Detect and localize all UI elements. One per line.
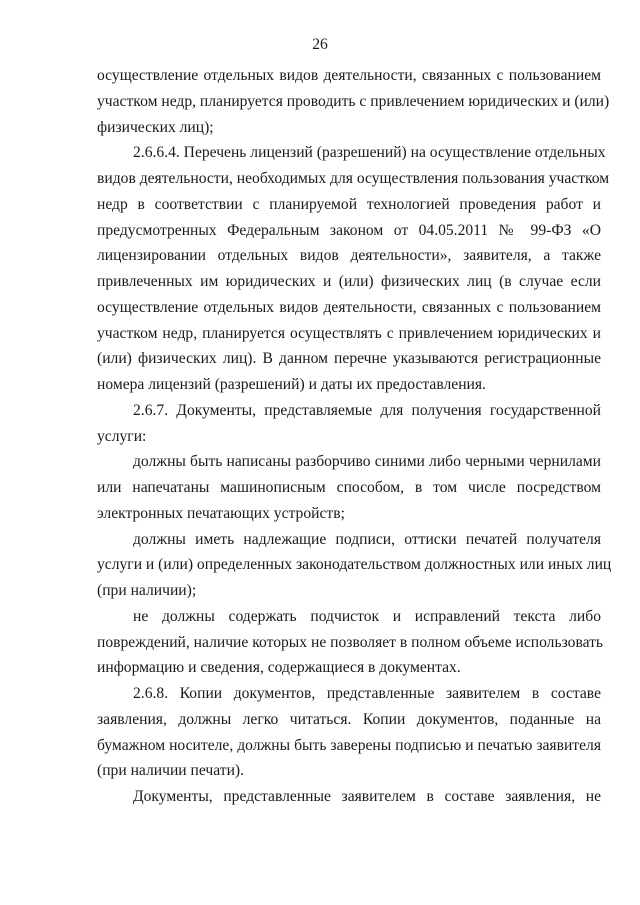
text-line: осуществление отдельных видов деятельности, связанных с пользованием bbox=[97, 298, 601, 316]
text-line: недр в соответствии с планируемой технологией проведения работ и bbox=[97, 195, 601, 213]
text-line: привлеченных им юридических и (или) физических лиц (в случае если bbox=[97, 273, 601, 290]
text-line: осуществление отдельных видов деятельности, связанных с пользованием bbox=[97, 67, 601, 84]
text-line: (или) физических лиц). В данном перечне указываются регистрационные bbox=[97, 350, 601, 368]
text-line: участком недр, планируется осуществлять с привлечением юридических и bbox=[97, 324, 601, 342]
text-line: должны иметь надлежащие подписи, оттиски печатей получателя bbox=[133, 530, 601, 548]
text-line: бумажном носителе, должны быть заверены подписью и печатью заявителя bbox=[97, 736, 601, 754]
text-line: повреждений, наличие которых не позволяет в полном объеме использовать bbox=[97, 633, 604, 651]
text-line: (при наличии печати). bbox=[97, 762, 245, 780]
text-line: участком недр, планируется проводить с привлечением юридических и (или) bbox=[97, 92, 610, 110]
text-line: 2.6.6.4. Перечень лицензий (разрешений) на осуществление отдельных bbox=[133, 144, 606, 162]
text-line: лицензировании отдельных видов деятельности», заявителя, а также bbox=[97, 247, 601, 265]
text-line: (при наличии); bbox=[97, 582, 197, 599]
text-line: или напечатаны машинописным способом, в том числе посредством bbox=[97, 479, 601, 496]
text-line: заявления, должны легко читаться. Копии документов, поданные на bbox=[97, 710, 601, 728]
text-line: предусмотренных Федеральным законом от 04.05.2011 № 99-ФЗ «О bbox=[97, 221, 601, 239]
text-line: не должны содержать подчисток и исправлений текста либо bbox=[133, 607, 601, 625]
page-number: 26 bbox=[312, 36, 328, 53]
text-line: видов деятельности, необходимых для осуществления пользования участком bbox=[97, 170, 610, 187]
text-line: услуги и (или) определенных законодательством должностных или иных лиц bbox=[97, 556, 612, 574]
text-line: информацию и сведения, содержащиеся в документах. bbox=[97, 659, 461, 677]
text-line: Документы, представленные заявителем в составе заявления, не bbox=[133, 788, 601, 805]
text-line: 2.6.7. Документы, представляемые для получения государственной bbox=[133, 401, 601, 419]
text-line: номера лицензий (разрешений) и даты их предоставления. bbox=[97, 376, 486, 393]
text-line: электронных печатающих устройств; bbox=[97, 504, 345, 522]
text-line: услуги: bbox=[97, 427, 147, 445]
text-line: физических лиц); bbox=[97, 118, 214, 136]
text-line: 2.6.8. Копии документов, представленные заявителем в составе bbox=[133, 685, 601, 702]
text-line: должны быть написаны разборчиво синими либо черными чернилами bbox=[133, 453, 601, 471]
